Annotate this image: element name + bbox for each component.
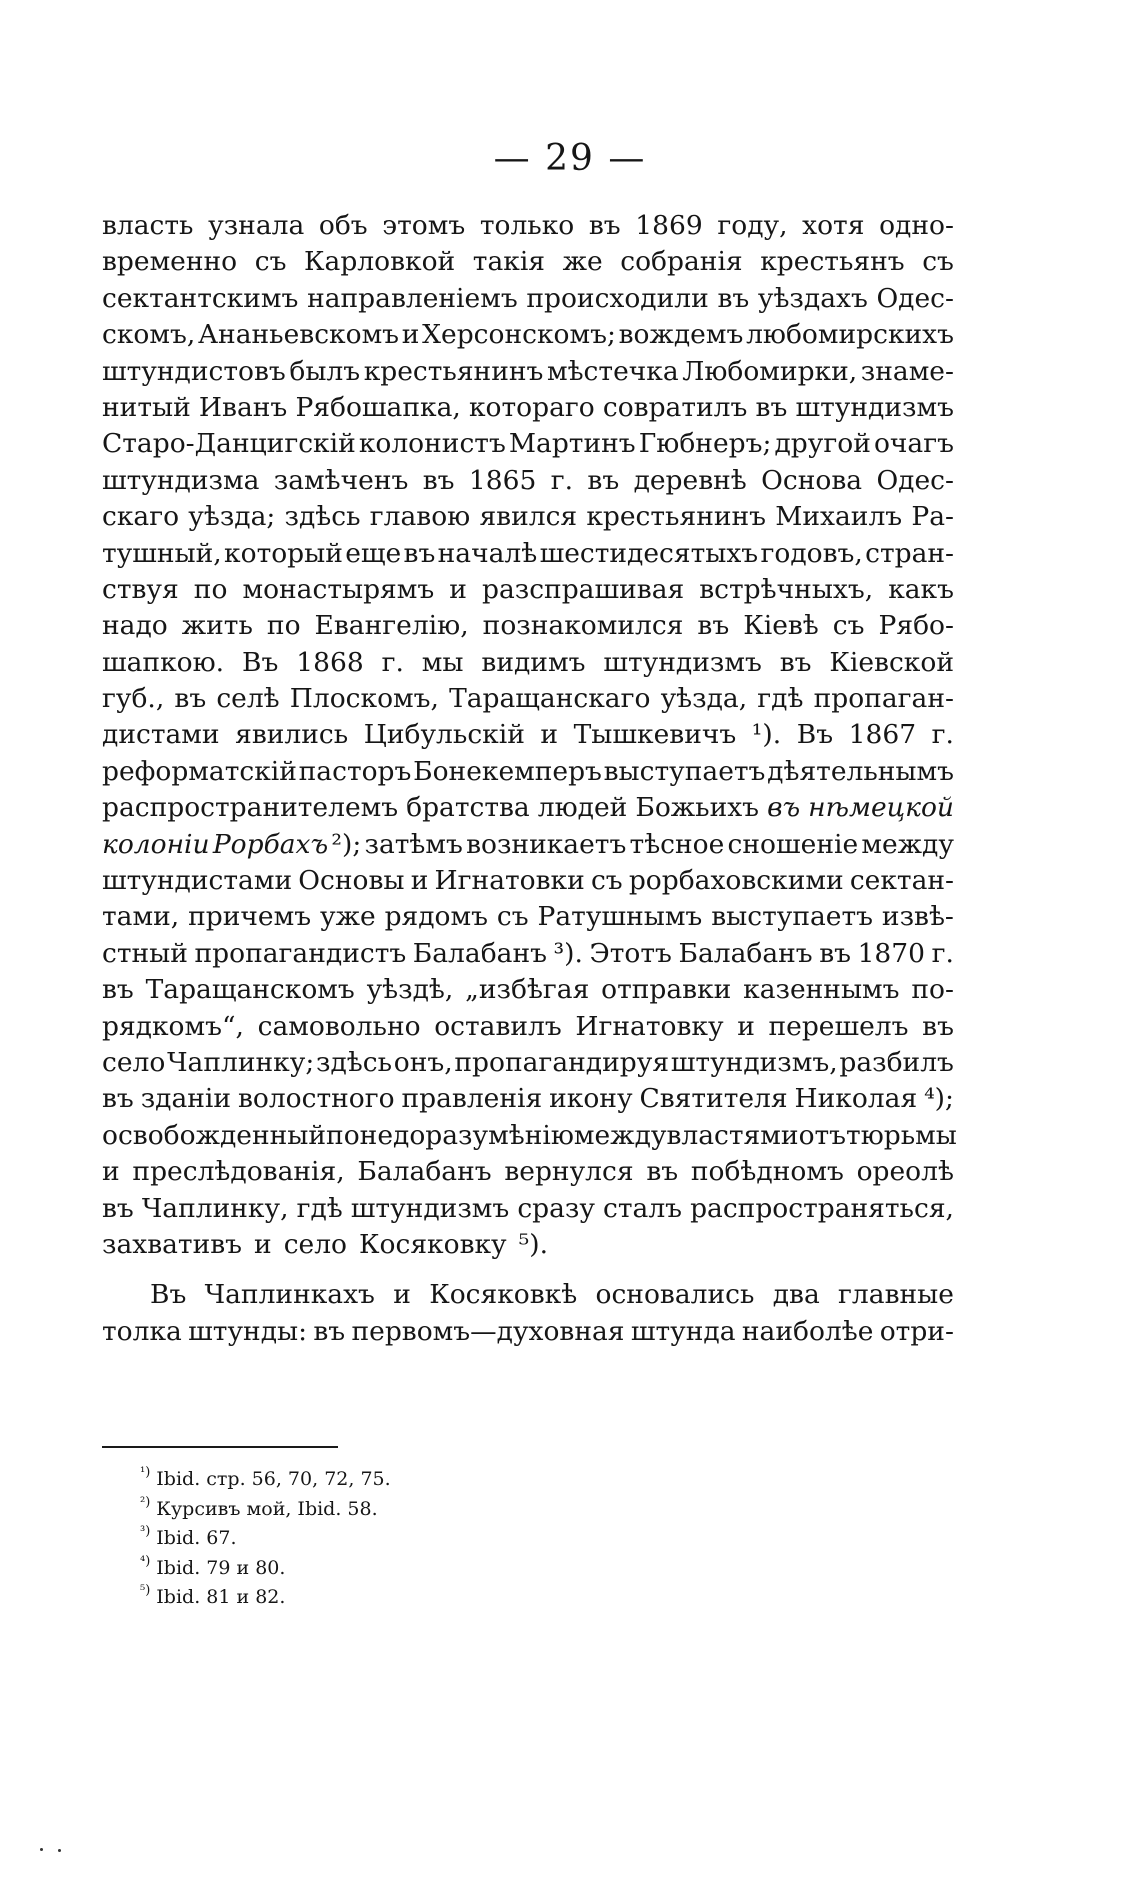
word: по	[193, 573, 228, 605]
word: Въ	[242, 646, 279, 678]
word: по	[326, 1119, 360, 1151]
word: 1867	[848, 719, 917, 751]
word: правленія	[401, 1083, 543, 1115]
word: Рябошапка,	[295, 391, 461, 423]
word: преслѣдованія,	[132, 1156, 345, 1188]
word: Игнатовку	[575, 1010, 724, 1042]
word: сектантскимъ	[102, 282, 299, 314]
word: въ	[819, 937, 851, 969]
word: же	[562, 246, 603, 278]
word: году,	[717, 210, 788, 241]
text-line	[102, 208, 954, 244]
word: съ	[922, 246, 954, 278]
word: уѣздахъ	[757, 282, 868, 314]
word: г.	[931, 719, 954, 751]
word: и	[401, 319, 420, 351]
text-line	[102, 1045, 954, 1081]
word: пропаган-	[813, 683, 954, 715]
word: колонистъ	[358, 428, 506, 460]
word: въ	[102, 1083, 134, 1115]
word: Карловкой	[304, 246, 456, 278]
word: 1870	[857, 937, 926, 969]
word: знаме-	[860, 355, 954, 387]
word: Херсонскомъ;	[422, 319, 616, 351]
text-line	[102, 681, 954, 717]
word: въ	[697, 610, 730, 642]
word: уѣздѣ,	[366, 974, 454, 1006]
word: дѣятельнымъ	[767, 755, 954, 787]
text-line	[102, 717, 954, 753]
word: и	[737, 1010, 755, 1042]
word: рядомъ	[384, 901, 488, 933]
footnote-item	[140, 1495, 391, 1525]
word: надо	[102, 610, 168, 642]
word: пропагандируя	[454, 1046, 670, 1078]
word: ²);	[331, 828, 362, 860]
word: ³).	[553, 937, 583, 969]
word: уже	[319, 901, 376, 933]
word: Старо-Данцигскій	[102, 428, 356, 460]
word: другой	[774, 428, 871, 460]
word: мѣстечка	[546, 355, 679, 387]
word: явились	[235, 719, 349, 751]
word: Этотъ	[589, 937, 672, 969]
word: Одес-	[876, 464, 954, 496]
word: вернулся	[504, 1156, 634, 1188]
word: оставилъ	[434, 1010, 562, 1042]
word: встрѣчныхъ,	[699, 573, 874, 605]
word: зданіи	[140, 1083, 232, 1115]
word: явился	[479, 501, 578, 533]
word: 1865	[468, 464, 537, 496]
footnote-item	[140, 1524, 391, 1554]
footnote-separator	[102, 1446, 338, 1448]
word: между	[861, 828, 954, 860]
text-line	[102, 1081, 954, 1117]
word: недоразумѣнію	[359, 1119, 574, 1151]
word: Тышкевичъ	[573, 719, 737, 751]
word: Одес-	[876, 282, 954, 314]
word: Въ	[150, 1279, 187, 1311]
word: Косяковку	[359, 1228, 507, 1260]
footnote-text: Ibid. 67.	[156, 1527, 237, 1549]
word: былъ	[289, 355, 361, 387]
word: крестьянинъ	[363, 355, 544, 387]
word: тѣсное	[629, 828, 725, 860]
word: Игнатовки	[434, 865, 585, 897]
word: извѣ-	[881, 901, 954, 933]
word: въ	[174, 683, 207, 715]
text-line	[102, 972, 954, 1008]
paper-speck	[40, 1848, 43, 1851]
word: Таращанскомъ	[145, 974, 355, 1006]
text-line	[102, 1314, 954, 1350]
word: по-	[911, 974, 954, 1006]
footnote-mark: ²)	[140, 1494, 151, 1510]
word: г.	[931, 937, 954, 969]
text-line	[102, 863, 954, 899]
text-line	[102, 426, 954, 462]
word: захвативъ	[102, 1228, 243, 1260]
text-line	[102, 1191, 954, 1227]
word: штундизмъ,	[670, 1046, 838, 1078]
word: узнала	[208, 210, 305, 241]
word: въ	[422, 464, 455, 496]
word: Рябо-	[878, 610, 954, 642]
word: собранія	[620, 246, 743, 278]
word: котораго	[468, 391, 595, 423]
word: властями	[666, 1119, 799, 1151]
word: въ	[922, 1010, 954, 1042]
word: Рорбахъ	[212, 828, 329, 860]
word: стный	[102, 937, 188, 969]
word: ствуя	[102, 573, 179, 605]
word: въ	[779, 646, 812, 678]
word: сталъ	[603, 1192, 683, 1224]
word: Любомирки,	[682, 355, 858, 387]
footnote-item	[140, 1465, 391, 1495]
word: сношеніе	[727, 828, 859, 860]
word: скомъ,	[102, 319, 196, 351]
word: штундистовъ	[102, 355, 286, 387]
word: въ	[102, 974, 134, 1006]
word: въ	[588, 210, 621, 241]
word: происходили	[526, 282, 709, 314]
word: Святителя	[639, 1083, 788, 1115]
text-line	[102, 790, 954, 826]
word: жить	[181, 610, 253, 642]
footnotes-list	[140, 1465, 391, 1613]
word: здѣсь	[315, 1046, 393, 1078]
word: возникаетъ	[466, 828, 627, 860]
word: людей	[537, 792, 628, 824]
word: монастырямъ	[242, 573, 435, 605]
word: г.	[381, 646, 404, 678]
footnote-text: Ibid. стр. 56, 70, 72, 75.	[156, 1468, 391, 1490]
word: одно-	[879, 210, 954, 241]
footnote-item	[140, 1583, 391, 1613]
word: побѣдномъ	[690, 1156, 844, 1188]
word: только	[479, 210, 575, 241]
word: Цибульскій	[363, 719, 525, 751]
word: разбилъ	[839, 1046, 954, 1078]
word: икону	[549, 1083, 633, 1115]
word: познакомился	[482, 610, 684, 642]
word: тушный,	[102, 537, 222, 569]
word: очагъ	[873, 428, 954, 460]
word: рорбаховскими	[628, 865, 844, 897]
footnote-text: Курсивъ мой, Ibid. 58.	[156, 1497, 378, 1520]
word: г.	[550, 464, 574, 496]
text-line	[102, 463, 954, 499]
word: любомирскихъ	[746, 319, 954, 351]
word: нитый	[102, 391, 191, 423]
word: Николая	[794, 1083, 918, 1115]
body-text	[102, 208, 957, 1350]
footnote-mark: ⁴)	[140, 1553, 151, 1569]
text-line	[102, 244, 954, 280]
word: колоніи	[102, 828, 210, 860]
word: наиболѣе	[741, 1315, 874, 1347]
word: въ	[767, 792, 801, 824]
word: годовъ,	[760, 537, 863, 569]
word: направленіемъ	[307, 282, 518, 314]
word: въ	[755, 391, 788, 423]
text-line	[102, 1154, 954, 1190]
word: пропагандистъ	[194, 937, 407, 969]
word: Основы	[298, 865, 405, 897]
text-line	[102, 899, 954, 935]
text-line	[102, 608, 954, 644]
word: замѣченъ	[273, 464, 409, 496]
word: казеннымъ	[743, 974, 900, 1006]
text-line	[102, 354, 954, 390]
word: Михаилъ	[775, 501, 903, 533]
word: отри-	[879, 1315, 954, 1347]
word: между	[573, 1119, 667, 1151]
word: штундизмъ	[603, 646, 762, 678]
text-line	[102, 536, 954, 572]
word: главные	[838, 1279, 954, 1311]
word: тами,	[102, 901, 180, 933]
text-line	[102, 317, 954, 353]
word: Ратушнымъ	[537, 901, 703, 933]
word: этомъ	[382, 210, 466, 241]
word: хотя	[802, 210, 865, 241]
word: дистами	[102, 719, 220, 751]
word: нѣмецкой	[808, 792, 954, 824]
word: какъ	[888, 573, 954, 605]
word: и	[410, 865, 429, 897]
word: тюрьмы	[846, 1119, 957, 1151]
word: затѣмъ	[364, 828, 463, 860]
word: въ	[646, 1156, 679, 1188]
word: такія	[472, 246, 546, 278]
footnote-mark: ³)	[140, 1524, 151, 1539]
word: 1869	[635, 210, 703, 241]
word: „избѣгая	[465, 974, 590, 1006]
footnote-mark: ⁵)	[140, 1583, 151, 1598]
word: штунда	[630, 1315, 736, 1347]
word: реформатскій	[102, 755, 297, 787]
word: Бонекемперъ	[413, 755, 602, 787]
word: село	[102, 1046, 166, 1078]
word: въ	[587, 464, 620, 496]
footnote-text: Ibid. 81 и 82.	[156, 1586, 286, 1608]
word: главою	[369, 501, 471, 533]
word: шапкою.	[102, 646, 225, 678]
word: толка	[102, 1315, 182, 1347]
word: Чаплинку;	[167, 1046, 315, 1078]
word: штундистами	[102, 865, 293, 897]
word: распространяться,	[690, 1192, 954, 1224]
text-line	[102, 754, 954, 790]
word: первомъ—духовная	[351, 1315, 625, 1347]
word: здѣсь	[284, 501, 361, 533]
word: Мартинъ	[508, 428, 636, 460]
word: два	[772, 1279, 820, 1311]
text-line	[102, 281, 954, 317]
word: Ра-	[911, 501, 954, 533]
word: распространителемъ	[102, 792, 399, 824]
word: село	[283, 1228, 348, 1260]
text-line	[102, 936, 954, 972]
word: въ	[717, 282, 750, 314]
word: Иванъ	[198, 391, 288, 423]
word: и	[254, 1228, 272, 1260]
word: онъ,	[393, 1046, 453, 1078]
word: сразу	[517, 1192, 595, 1224]
text-line	[102, 572, 954, 608]
word: объ	[318, 210, 368, 241]
word: Чаплинкахъ	[204, 1279, 375, 1311]
word: штунды:	[188, 1315, 308, 1347]
word: перешелъ	[768, 1010, 909, 1042]
word: Косяковкѣ	[429, 1279, 578, 1311]
text-line	[102, 827, 954, 863]
word: Кіевской	[829, 646, 954, 678]
text-line	[102, 645, 954, 681]
word: рядкомъ“,	[102, 1010, 244, 1042]
word: отъ	[798, 1119, 847, 1151]
word: деревнѣ	[633, 464, 747, 496]
word: стран-	[865, 537, 954, 569]
word: власть	[102, 210, 194, 241]
word: гдѣ	[296, 1192, 343, 1224]
word: Въ	[796, 719, 834, 751]
word: губ.,	[102, 683, 165, 715]
word: причемъ	[188, 901, 312, 933]
word: мы	[421, 646, 464, 678]
word: Балабанъ	[412, 937, 547, 969]
word: крестьянъ	[760, 246, 905, 278]
word: и	[102, 1156, 120, 1188]
word: въ	[102, 1192, 134, 1224]
word: совратилъ	[602, 391, 748, 423]
footnote-mark: ¹)	[140, 1465, 151, 1480]
word: шестидесятыхъ	[539, 537, 759, 569]
word: ⁴);	[924, 1083, 954, 1115]
word: ¹).	[751, 719, 782, 751]
word: уѣзда,	[660, 683, 748, 715]
word: самовольно	[257, 1010, 421, 1042]
word: отправки	[601, 974, 732, 1006]
text-line	[102, 499, 954, 535]
word: освобожденный	[102, 1119, 327, 1151]
word: волостного	[237, 1083, 395, 1115]
text-line	[102, 1009, 954, 1045]
word: вождемъ	[618, 319, 744, 351]
text-line	[102, 390, 954, 426]
word: съ	[254, 246, 287, 278]
word: временно	[102, 246, 238, 278]
word: уѣзда;	[188, 501, 276, 533]
word: братства	[406, 792, 530, 824]
word: Основа	[761, 464, 863, 496]
word: сектан-	[849, 865, 954, 897]
word: въ	[403, 537, 436, 569]
word: пасторъ	[298, 755, 412, 787]
word: штундизмъ	[795, 391, 954, 423]
text-line	[102, 1277, 954, 1313]
word: разспрашивая	[482, 573, 685, 605]
word: селѣ	[216, 683, 280, 715]
word: по	[266, 610, 301, 642]
word: видимъ	[481, 646, 586, 678]
footnote-item	[140, 1554, 391, 1584]
footnote-text: Ibid. 79 и 80.	[156, 1556, 286, 1579]
word: и	[449, 573, 467, 605]
word: началѣ	[437, 537, 538, 569]
word: ⁵).	[518, 1228, 549, 1260]
text-line	[102, 1227, 954, 1263]
word: съ	[496, 901, 529, 933]
word: Кіевѣ	[743, 610, 819, 642]
word: Таращанскаго	[449, 683, 651, 715]
word: Евангелію,	[314, 610, 469, 642]
word: Плоскомъ,	[289, 683, 439, 715]
word: выступаетъ	[603, 755, 766, 787]
word: съ	[832, 610, 865, 642]
paper-speck	[58, 1849, 61, 1852]
word: штундизма	[102, 464, 260, 496]
word: Балабанъ	[357, 1156, 492, 1188]
page-number: — 29 —	[493, 138, 647, 179]
word: съ	[590, 865, 623, 897]
word: Балабанъ	[678, 937, 813, 969]
word: еще	[345, 537, 402, 569]
word: въ	[313, 1315, 346, 1347]
text-line	[102, 1118, 957, 1154]
word: который	[224, 537, 343, 569]
word: гдѣ	[757, 683, 804, 715]
word: скаго	[102, 501, 180, 533]
word: Гюбнеръ;	[638, 428, 772, 460]
word: и	[540, 719, 559, 751]
word: Божьихъ	[635, 792, 760, 824]
word: основались	[595, 1279, 755, 1311]
word: крестьянинъ	[586, 501, 767, 533]
word: выступаетъ	[711, 901, 873, 933]
word: ореолѣ	[856, 1156, 954, 1188]
word: штундизмъ	[350, 1192, 510, 1224]
word: и	[393, 1279, 411, 1311]
word: Чаплинку,	[141, 1192, 289, 1224]
word: 1868	[296, 646, 364, 678]
word: Ананьевскомъ	[197, 319, 400, 351]
